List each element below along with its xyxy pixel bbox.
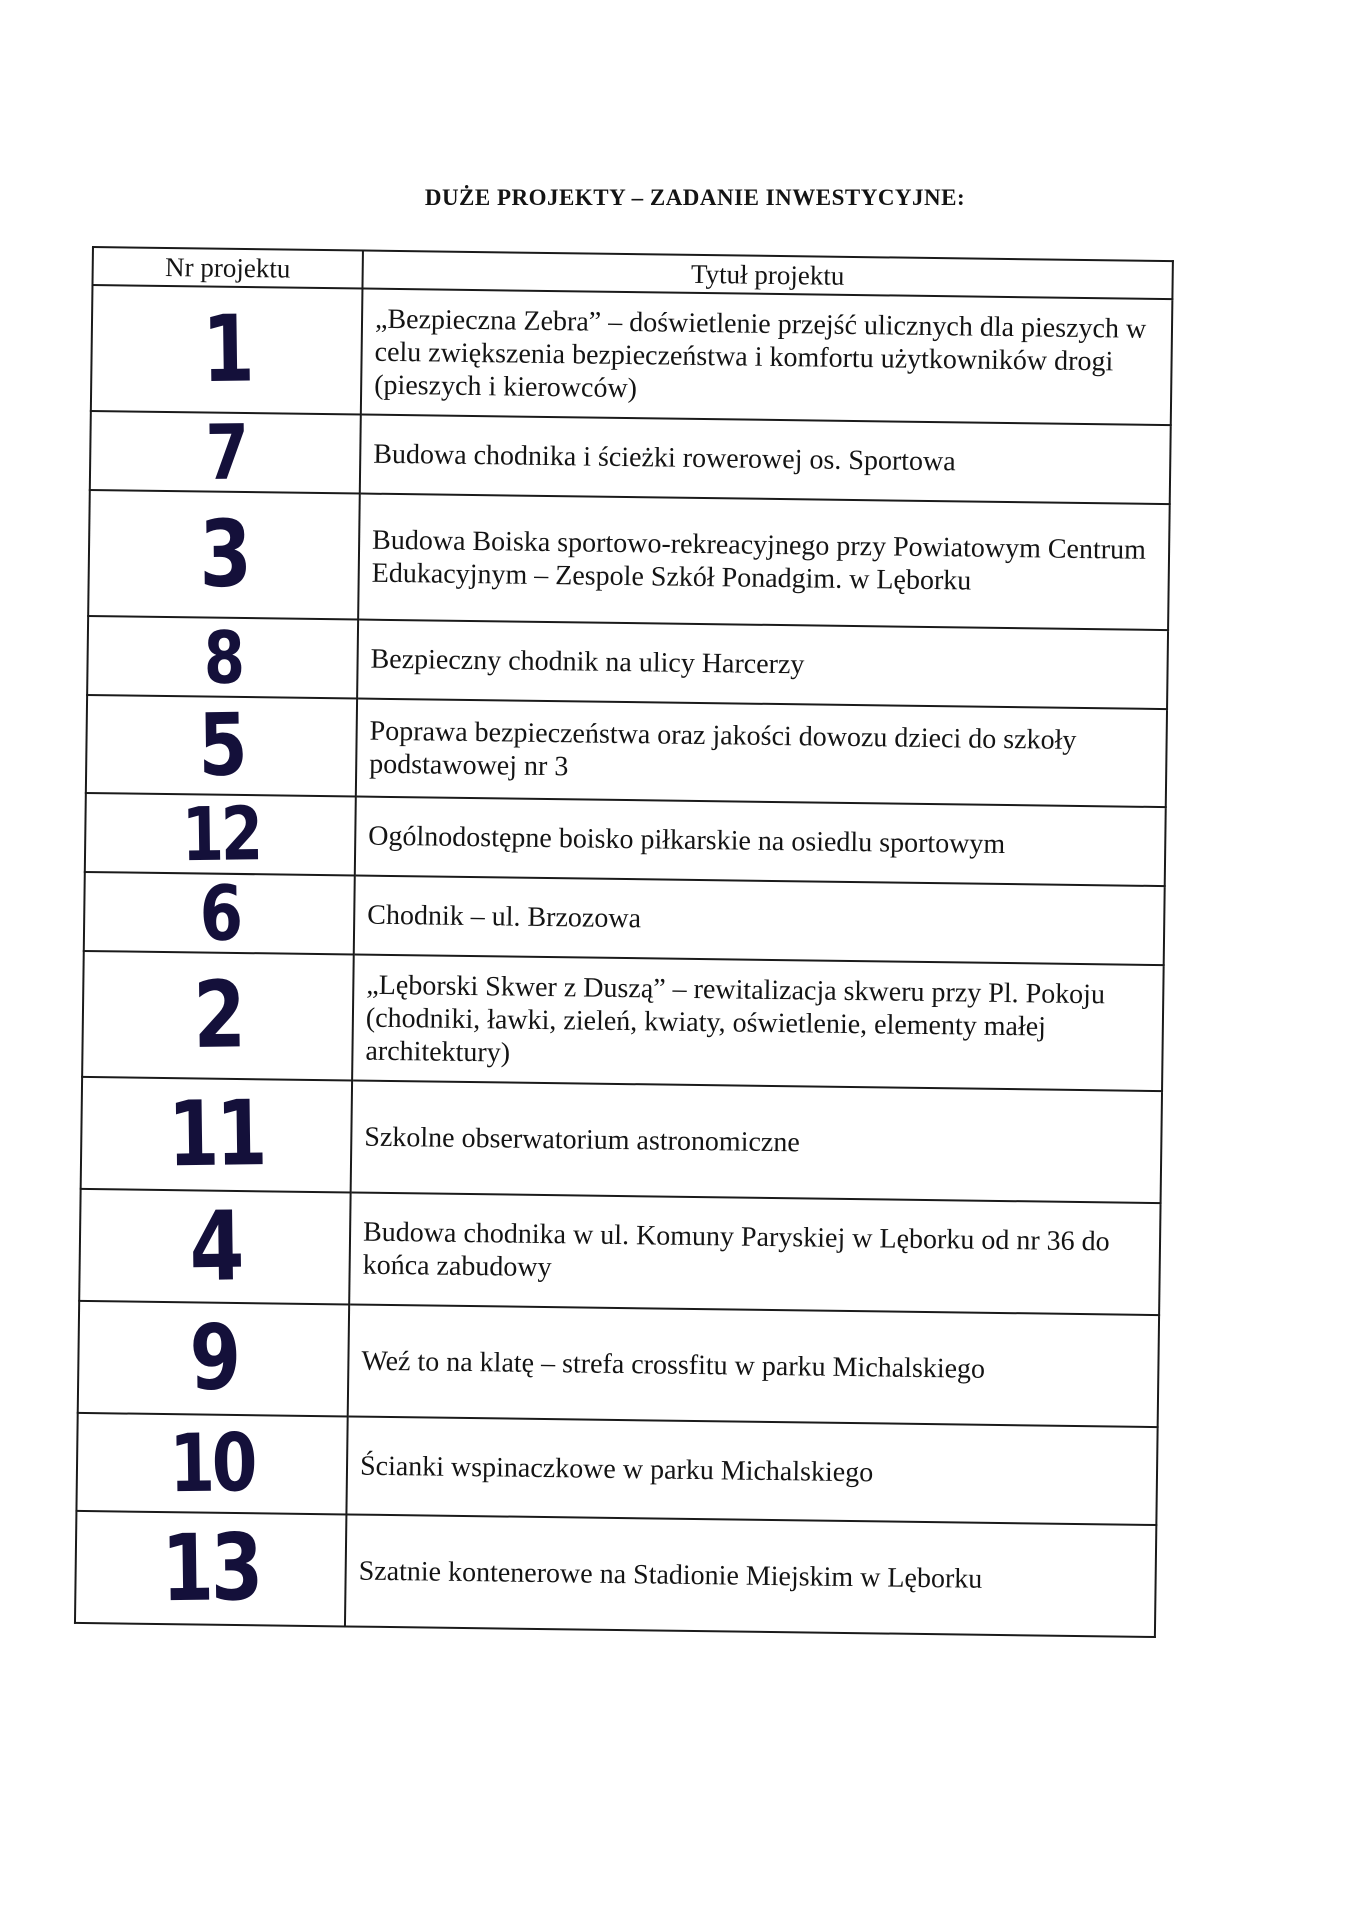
- project-title-cell: Bezpieczny chodnik na ulicy Harcerzy: [357, 620, 1168, 710]
- handwritten-number: 2: [192, 961, 244, 1070]
- table-row: [91, 285, 1173, 425]
- project-number-cell: [81, 1077, 352, 1193]
- handwritten-number: 7: [204, 407, 246, 497]
- header-project-number: Nr projektu: [92, 247, 362, 289]
- project-title-cell: Poprawa bezpieczeństwa oraz jakości dowozu dzieci do szkoły podstawowej nr 3: [356, 699, 1167, 808]
- project-number-cell: [86, 695, 357, 797]
- project-number-cell: [78, 1301, 349, 1417]
- header-project-title: Tytuł projektu: [362, 251, 1172, 300]
- table-row: [82, 951, 1164, 1091]
- project-number-cell: [75, 1511, 346, 1627]
- project-title-cell: Budowa Boiska sportowo-rekreacyjnego przy Powiatowym Centrum Edukacyjnym – Zespole Szkół Ponadgim. w Lęborku: [358, 494, 1170, 631]
- project-number-cell: [79, 1189, 350, 1305]
- project-title-cell: Szatnie kontenerowe na Stadionie Miejskim w Lęborku: [345, 1514, 1156, 1637]
- project-title-cell: Weź to na klatę – strefa crossfitu w parku Michalskiego: [348, 1304, 1159, 1427]
- handwritten-number: 11: [167, 1081, 266, 1188]
- handwritten-number: 13: [160, 1514, 261, 1623]
- table-row: [75, 1511, 1156, 1637]
- project-number-cell: [87, 616, 358, 699]
- project-title-cell: „Bezpieczna Zebra” – doświetlenie przejść ulicznych dla pieszych w celu zwiększenia bezpieczeństwa i komfortu użytkowników drogi (pieszych i kierowców): [361, 289, 1173, 426]
- projects-table: [74, 246, 1174, 1638]
- project-title-cell: Szkolne obserwatorium astronomiczne: [351, 1080, 1162, 1203]
- project-number-cell: [76, 1413, 347, 1515]
- table-row: [90, 411, 1171, 504]
- handwritten-number: 10: [169, 1416, 256, 1511]
- project-number-cell: [90, 407, 361, 497]
- handwritten-number: 4: [188, 1190, 242, 1304]
- table-row: [76, 1413, 1157, 1525]
- table-row: [84, 872, 1165, 965]
- project-title-cell: Ścianki wspinaczkowe w parku Michalskiego: [346, 1416, 1157, 1525]
- handwritten-number: 6: [198, 867, 240, 958]
- table-row: [81, 1077, 1162, 1203]
- table-row: [78, 1301, 1159, 1427]
- project-title-cell: „Lęborski Skwer z Duszą” – rewitalizacja skweru przy Pl. Pokoju (chodniki, ławki, zieleń, kwiaty, oświetlenie, elementy małej architektury): [352, 954, 1164, 1091]
- project-number-cell: [91, 285, 363, 415]
- project-title-cell: Budowa chodnika i ścieżki rowerowej os. Sportowa: [360, 415, 1171, 505]
- handwritten-number: 8: [203, 615, 243, 700]
- handwritten-number: 3: [198, 500, 250, 609]
- table-row: [87, 616, 1168, 709]
- handwritten-number: 5: [197, 695, 246, 797]
- project-number-cell: [84, 867, 355, 958]
- project-title-cell: Chodnik – ul. Brzozowa: [354, 875, 1165, 965]
- document-heading: DUŻE PROJEKTY – ZADANIE INWESTYCYJNE:: [424, 185, 966, 210]
- table-row: [88, 490, 1170, 630]
- project-title-cell: Ogólnodostępne boisko piłkarskie na osiedlu sportowym: [355, 797, 1166, 887]
- project-number-cell: [85, 790, 356, 878]
- table-row: [86, 695, 1167, 807]
- project-number-cell: [88, 490, 360, 620]
- table-row: [79, 1189, 1160, 1315]
- table-row: [85, 793, 1166, 886]
- handwritten-number: 1: [201, 295, 252, 404]
- project-number-cell: [82, 951, 354, 1081]
- handwritten-number: 12: [180, 790, 260, 878]
- handwritten-number: 9: [188, 1305, 239, 1411]
- project-title-cell: Budowa chodnika w ul. Komuny Paryskiej w Lęborku od nr 36 do końca zabudowy: [349, 1192, 1160, 1315]
